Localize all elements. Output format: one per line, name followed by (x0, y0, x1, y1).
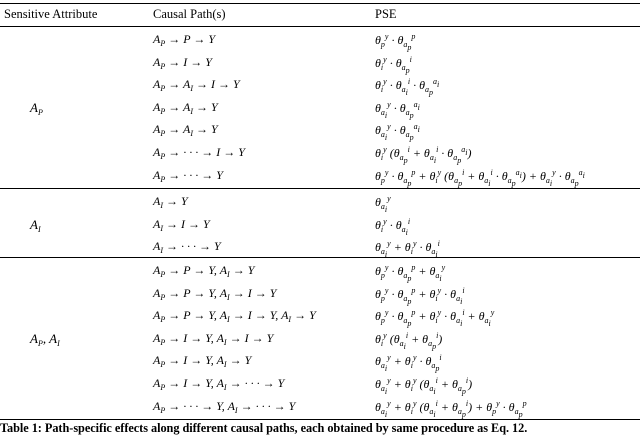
causal-path-cell: $A_P$ → · · · → Y, $A_I$ → · · · → Y (153, 398, 296, 415)
group-attribute-a-p: $A_P$ (30, 100, 43, 118)
pse-formula-cell: $\theta_{a_i}^y \cdot \theta_{a_p}^{a_i}$ (375, 99, 420, 120)
causal-path-cell: $A_P \to P \to Y$ (153, 32, 216, 48)
pse-formula-cell: $\theta_i^y \cdot \theta_{a_i}^i \cdot \theta_{a_p}^{a_i}$ (375, 77, 440, 98)
pse-formula-cell: $\theta_p^y \cdot \theta_{a_p}^p + \theta_i^y \cdot \theta_{a_i}^i + \theta_{a_i}^y$ (375, 308, 495, 329)
causal-path-cell: $A_I$ → · · · → Y (153, 239, 221, 256)
header-pse: PSE (375, 7, 397, 21)
table-caption: Table 1: Path-specific effects along different causal paths, each obtained by same procedure as Eq. 12. (0, 421, 528, 435)
causal-path-cell: $A_P \to I \to Y$, $A_I \to Y$ (153, 353, 252, 370)
causal-path-cell: $A_P \to A_I \to Y$ (153, 99, 218, 116)
pse-formula-cell: $\theta_i^y \cdot \theta_{a_p}^i$ (375, 54, 412, 75)
pse-formula-cell: $\theta_p^y \cdot \theta_{a_p}^p + \theta_i^y$ $(\theta_{a_p}^i + \theta_{a_i}^i \cdot \theta_{a_p}^{a_i}) + \theta_{a_i}^y \cdot \theta_{a_p}^{a_i}$ (375, 167, 585, 188)
pse-formula-cell: $\theta_p^y \cdot \theta_{a_p}^p + \theta_{a_i}^y$ (375, 263, 446, 283)
header-rule (0, 26, 640, 27)
causal-path-cell: $A_I \to Y$ (153, 194, 188, 210)
causal-path-cell: $A_P \to A_I \to I \to Y$ (153, 77, 240, 94)
causal-path-cell: $A_P \to P \to Y$, $A_I \to I \to Y$, $A_I \to Y$ (153, 308, 316, 325)
pse-formula-cell: $\theta_i^y \cdot \theta_{a_i}^i$ (375, 216, 411, 237)
pse-formula-cell: $\theta_p^y \cdot \theta_{a_p}^p$ (375, 32, 416, 52)
causal-path-cell: $A_P$ → · · · → Y (153, 167, 223, 184)
causal-path-cell: $A_I \to I \to Y$ (153, 216, 210, 233)
group-attribute-a-i: $A_I$ (30, 216, 41, 234)
pse-formula-cell: $\theta_{a_i}^y \cdot \theta_{a_p}^{a_i}$ (375, 122, 420, 143)
header-sensitive-attribute: Sensitive Attribute (4, 7, 98, 21)
causal-path-cell: $A_P \to P \to Y$, $A_I \to Y$ (153, 263, 255, 279)
group-divider-1 (0, 188, 640, 189)
pse-formula-cell: $\theta_i^y$ $(\theta_{a_p}^i + \theta_{a_i}^i \cdot \theta_{a_p}^{a_i})$ (375, 145, 472, 165)
pse-formula-cell: $\theta_p^y \cdot \theta_{a_p}^p + \theta_i^y \cdot \theta_{a_i}^i$ (375, 285, 465, 306)
group-attribute-a-p-a-i: $A_P$, $A_I$ (30, 331, 60, 349)
causal-path-cell: $A_P \to I \to Y$ (153, 54, 212, 71)
pse-formula-cell: $\theta_{a_i}^y + \theta_i^y$ $(\theta_{a_i}^i + \theta_{a_p}^i) + \theta_p^y \cdot \theta_{a_p}^p$ (375, 398, 527, 419)
pse-formula-cell: $\theta_i^y$ $(\theta_{a_i}^i + \theta_{a_p}^i)$ (375, 330, 443, 351)
pse-formula-cell: $\theta_{a_i}^y + \theta_i^y \cdot \theta_{a_i}^i$ (375, 239, 440, 260)
header-causal-paths: Causal Path(s) (153, 7, 226, 21)
pse-formula-cell: $\theta_{a_i}^y$ (375, 194, 391, 214)
causal-path-cell: $A_P$ → · · · → I → Y (153, 145, 245, 161)
causal-path-cell: $A_P \to I \to Y$, $A_I$ → · · · → Y (153, 376, 285, 392)
causal-path-cell: $A_P \to I \to Y$, $A_I \to I \to Y$ (153, 330, 274, 347)
pse-formula-cell: $\theta_{a_i}^y + \theta_i^y$ $(\theta_{a_i}^i + \theta_{a_p}^i)$ (375, 376, 473, 396)
causal-path-cell: $A_P \to A_I \to Y$ (153, 122, 218, 139)
top-rule (0, 3, 640, 4)
group-divider-2 (0, 257, 640, 258)
causal-path-cell: $A_P \to P \to Y$, $A_I \to I \to Y$ (153, 285, 277, 302)
pse-formula-cell: $\theta_{a_i}^y + \theta_i^y \cdot \theta_{a_p}^i$ (375, 353, 442, 374)
bottom-rule (0, 419, 640, 420)
